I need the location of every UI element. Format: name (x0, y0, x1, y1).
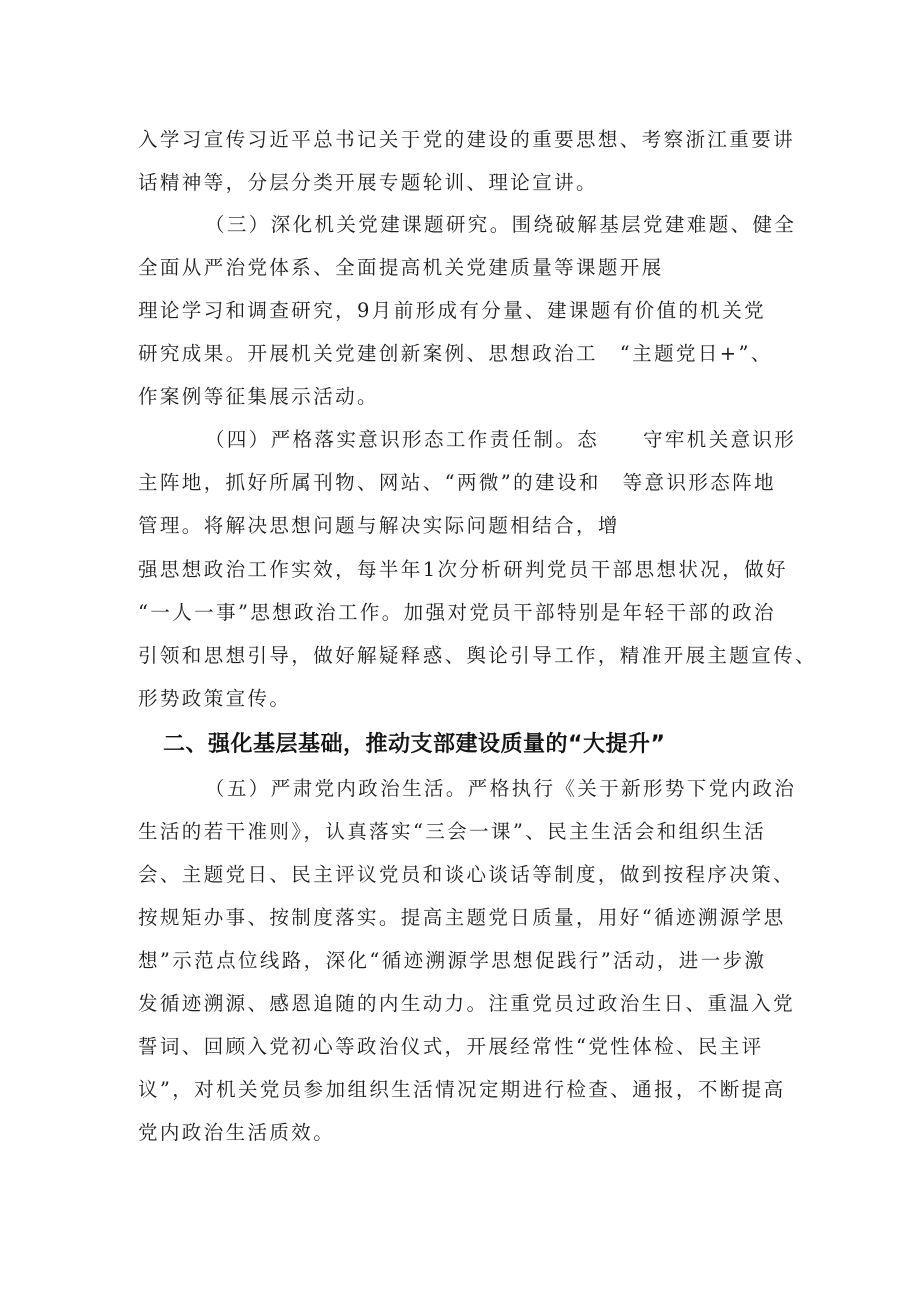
body-line: 管理。将解决思想问题与解决实际问题相结合，增 (138, 514, 620, 537)
body-line: 理论学习和调查研究，9月前形成有分量、建课题有价值的机关党 (138, 299, 767, 322)
section-heading: 二、强化基层基础，推动支部建设质量的“大提升” (163, 732, 666, 757)
body-line: 主阵地，抓好所属刊物、网站、“两微”的建设和 等意识形态阵地 (138, 471, 776, 494)
body-line: 誓词、回顾入党初心等政治仪式，开展经常性“党性体检、民主评 (138, 1035, 764, 1058)
body-line: 研究成果。开展机关党建创新案例、思想政治工 “主题党日+”、 (138, 342, 773, 365)
body-line: 议”，对机关党员参加组织生活情况定期进行检查、通报，不断提高 (138, 1078, 786, 1101)
body-line: 会、主题党日、民主评议党员和谈心谈话等制度，做到按程序决策、 (138, 863, 796, 886)
body-line: 想”示范点位线路，深化“循迹溯源学思想促践行”活动，进一步激 (138, 949, 767, 972)
body-line: 党内政治生活质效。 (138, 1121, 336, 1144)
body-line: 强思想政治工作实效，每半年1次分析研判党员干部思想状况，做好 (138, 558, 788, 581)
body-line: “一人一事”思想政治工作。加强对党员干部特别是年轻干部的政治 (138, 601, 776, 624)
body-line: 作案例等征集展示活动。 (138, 385, 379, 408)
body-line: 入学习宣传习近平总书记关于党的建设的重要思想、考察浙江重要讲 (138, 128, 796, 151)
body-line: （三）深化机关党建课题研究。围绕破解基层党建难题、健全 (205, 213, 797, 236)
body-line: 发循迹溯源、感恩追随的内生动力。注重党员过政治生日、重温入党 (138, 992, 796, 1015)
body-line: （四）严格落实意识形态工作责任制。态 守牢机关意识形 (205, 428, 797, 451)
body-line: 全面从严治党体系、全面提高机关党建质量等课题开展 (138, 256, 664, 279)
body-line: 话精神等，分层分类开展专题轮训、理论宣讲。 (138, 171, 598, 194)
body-line: 引领和思想引导，做好解疑释惑、舆论引导工作，精准开展主题宣传、 (138, 644, 817, 667)
body-line: 形势政策宣传。 (138, 687, 292, 710)
body-line: （五）严肃党内政治生活。严格执行《关于新形势下党内政治 (205, 777, 797, 800)
body-line: 按规矩办事、按制度落实。提高主题党日质量，用好“循迹溯源学思 (138, 906, 786, 929)
body-line: 生活的若干准则》，认真落实“三会一课”、民主生活会和组织生活 (138, 820, 767, 843)
